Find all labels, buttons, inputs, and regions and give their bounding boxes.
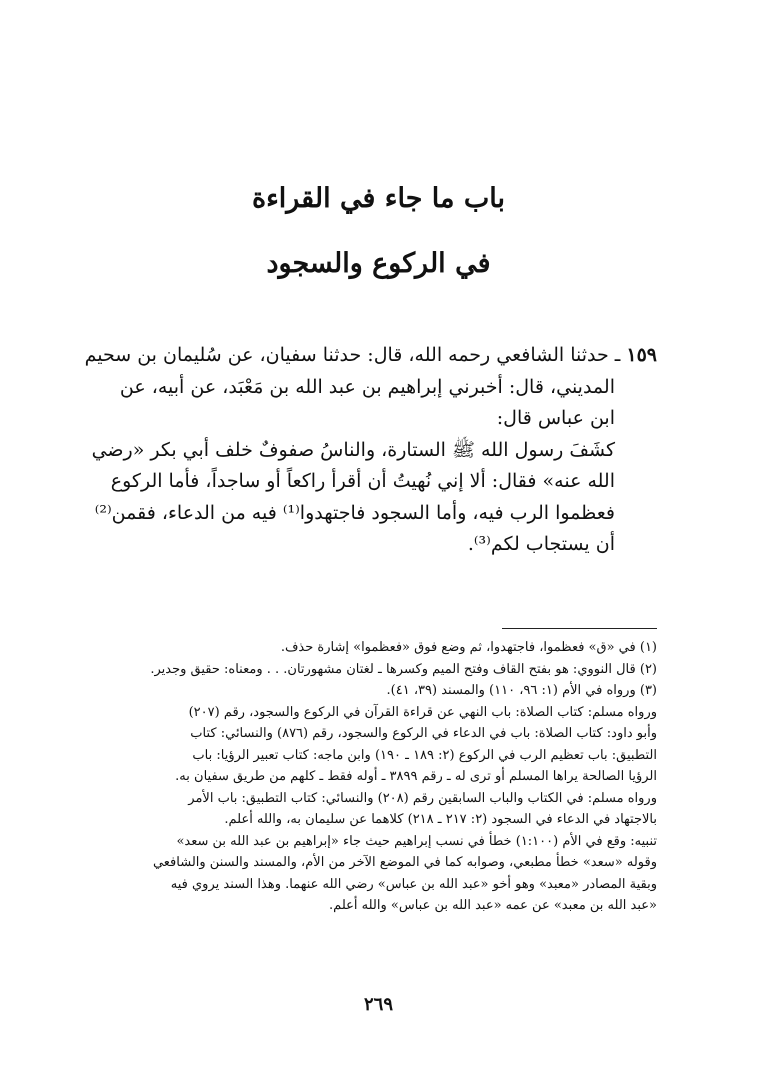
footnote-3: (٣) ورواه في الأم (١: ٩٦، ١١٠) والمسند (٣٩، ٤١). (386, 683, 657, 698)
footnote-line: وقوله «سعد» خطأ مطبعي، وصوابه كما في الموضع الآخر من الأم، والمسند والسنن والشافعي (152, 855, 657, 870)
hadith-line: فعظموا الرب فيه، وأما السجود فاجتهدوا⁽¹⁾ فيه من الدعاء، فقمن⁽²⁾ (94, 501, 615, 524)
page-number: ٢٦٩ (363, 994, 393, 1015)
hadith-line: أن يستجاب لكم⁽³⁾. (467, 533, 615, 555)
footnote-2: (٢) قال النووي: هو بفتح القاف وفتح الميم وكسرها ـ لغتان مشهورتان. . . ومعناه: حقيق وجدير. (150, 661, 657, 677)
chapter-title-line-1: باب ما جاء في القراءة (251, 183, 506, 214)
footnote-line: «عبد الله بن معبد» عن عمه «عبد الله بن عباس» والله أعلم. (329, 898, 657, 913)
chapter-title-line-2: في الركوع والسجود (266, 248, 491, 279)
hadith-line: المديني، قال: أخبرني إبراهيم بن عبد الله بن مَعْبَد، عن أبيه، عن (119, 375, 615, 398)
footnote-1: (١) في «ق» فعظموا، فاجتهدوا، ثم وضع فوق «فعظموا» إشارة حذف. (280, 640, 657, 655)
footnote-note: تنبيه: وقع في الأم (١:١٠٠) خطأ في نسب إبراهيم حيث جاء «إبراهيم بن عبد الله بن سعد» (176, 833, 657, 849)
footnote-line: التطبيق: باب تعظيم الرب في الركوع (٢: ١٨٩ ـ ١٩٠) وابن ماجه: كتاب تعبير الرؤيا: باب (192, 747, 657, 763)
hadith-number: ١٥٩ (626, 344, 657, 366)
footnotes (100, 637, 657, 917)
footnote-line: وبقية المصادر «معبد» وهو أخو «عبد الله بن عباس» رضي الله عنهما. وهذا السند يروي فيه (170, 876, 657, 892)
hadith-text (84, 340, 657, 561)
footnote-line: وأبو داود: كتاب الصلاة: باب في الدعاء في الركوع والسجود، رقم (٨٧٦) والنسائي: كتاب (190, 726, 657, 741)
hadith-line: الله عنه» فقال: ألا إني نُهيتُ أن أقرأ راكعاً أو ساجداً، فأما الركوع (110, 470, 615, 492)
footnote-line: ورواه مسلم: كتاب الصلاة: باب النهي عن قراءة القرآن في الركوع والسجود، رقم (٢٠٧) (188, 704, 657, 720)
footnote-separator (502, 628, 657, 629)
footnote-line: ورواه مسلم: في الكتاب والباب السابقين رقم (٢٠٨) والنسائي: كتاب التطبيق: باب الأمر (188, 790, 657, 806)
hadith-line: كشَفَ رسول الله ﷺ الستارة، والناسُ صفوفٌ خلف أبي بكر «رضي (91, 438, 615, 461)
hadith-line: ١٥٩ ـ حدثنا الشافعي رحمه الله، قال: حدثنا سفيان، عن سُليمان بن سحيم (84, 344, 657, 366)
footnote-line: الرؤيا الصالحة يراها المسلم أو ترى له ـ رقم ٣٨٩٩ ـ أوله فقط ـ كلهم من طريق سفيان به. (175, 769, 657, 784)
footnote-line: بالاجتهاد في الدعاء في السجود (٢: ٢١٧ ـ ٢١٨) كلاهما عن سليمان به، والله أعلم. (224, 812, 657, 827)
hadith-line: ابن عباس قال: (496, 407, 615, 429)
